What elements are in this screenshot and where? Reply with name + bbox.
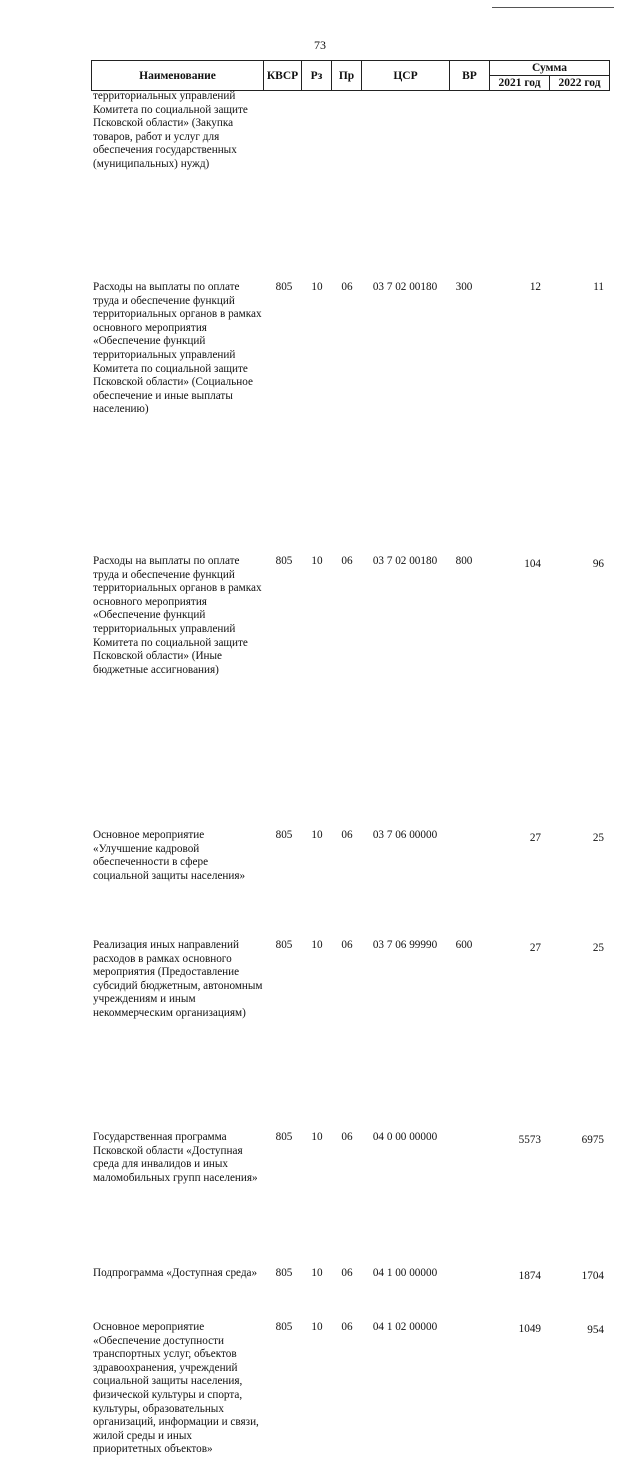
header-2022: 2022 год bbox=[550, 76, 610, 91]
row-sum-2021: 1874 bbox=[518, 1270, 541, 1282]
header-csr: ЦСР bbox=[362, 61, 450, 91]
row-csr: 04 1 00 00000 bbox=[372, 1267, 438, 1279]
table-row bbox=[91, 939, 609, 1034]
row-name: Реализация иных направлений расходов в рамках основного мероприятия (Предоставление субсидий бюджетным, автономным учреждениям и иным некоммерческим организациям) bbox=[93, 939, 263, 1019]
row-csr: 03 7 02 00180 bbox=[372, 555, 438, 567]
row-sum-2022: 1704 bbox=[581, 1270, 604, 1282]
row-sum-2022: 6975 bbox=[581, 1134, 604, 1146]
row-sum-2021: 1049 bbox=[518, 1323, 541, 1335]
row-name: территориальных управлений Комитета по социальной защите Псковской области» (Закупка товаров, работ и услуг для обеспечения государственных (муниципальных) нужд) bbox=[93, 90, 248, 170]
table-row bbox=[91, 829, 609, 883]
row-kvsr: 805 bbox=[275, 1131, 293, 1143]
row-vr: 800 bbox=[455, 555, 473, 567]
header-2021: 2021 год bbox=[490, 76, 550, 91]
row-sum-2021: 5573 bbox=[518, 1134, 541, 1146]
header-kvsr: КВСР bbox=[264, 61, 302, 91]
row-vr: 600 bbox=[455, 939, 473, 951]
row-pr: 06 bbox=[341, 1267, 353, 1279]
row-rz: 10 bbox=[311, 1321, 323, 1333]
table-header bbox=[91, 60, 610, 91]
row-name: Подпрограмма «Доступная среда» bbox=[93, 1267, 258, 1279]
row-sum-2022: 25 bbox=[592, 832, 604, 844]
table-row bbox=[91, 1267, 609, 1294]
table-row bbox=[91, 281, 609, 417]
row-pr: 06 bbox=[341, 939, 353, 951]
row-name: Расходы на выплаты по оплате труда и обеспечение функций территориальных органов в рамках основного мероприятия «Обеспечение функций территориальных управлений Комитета по социальной защите Псковской области» (Иные бюджетные ассигнования) bbox=[93, 555, 262, 676]
row-sum-2022: 25 bbox=[592, 942, 604, 954]
table-row bbox=[91, 1131, 609, 1199]
header-rz: Рз bbox=[302, 61, 332, 91]
row-kvsr: 805 bbox=[275, 1267, 293, 1279]
header-pr: Пр bbox=[332, 61, 362, 91]
row-csr: 03 7 06 00000 bbox=[372, 829, 438, 841]
row-vr: 300 bbox=[455, 281, 473, 293]
header-name: Наименование bbox=[92, 61, 264, 91]
row-name: Расходы на выплаты по оплате труда и обеспечение функций территориальных органов в рамках основного мероприятия «Обеспечение функций территориальных управлений Комитета по социальной защите Псковской области» (Социальное обеспечение и иные выплаты населению) bbox=[93, 281, 262, 416]
row-pr: 06 bbox=[341, 281, 353, 293]
row-name: Основное мероприятие «Улучшение кадровой обеспеченности в сфере социальной защиты населения» bbox=[93, 829, 246, 882]
row-sum-2021: 12 bbox=[529, 281, 541, 293]
row-sum-2022: 11 bbox=[593, 281, 604, 293]
row-sum-2022: 954 bbox=[587, 1324, 604, 1336]
header-sum: Сумма bbox=[490, 61, 610, 76]
row-rz: 10 bbox=[311, 829, 323, 841]
row-pr: 06 bbox=[341, 555, 353, 567]
row-csr: 03 7 02 00180 bbox=[372, 281, 438, 293]
row-kvsr: 805 bbox=[275, 555, 293, 567]
row-csr: 03 7 06 99990 bbox=[372, 939, 438, 951]
table-body bbox=[91, 90, 609, 1456]
row-sum-2021: 27 bbox=[529, 942, 541, 954]
row-pr: 06 bbox=[341, 829, 353, 841]
row-rz: 10 bbox=[311, 939, 323, 951]
row-csr: 04 1 02 00000 bbox=[372, 1321, 438, 1333]
row-kvsr: 805 bbox=[275, 281, 293, 293]
row-name: Государственная программа Псковской области «Доступная среда для инвалидов и иных маломобильных групп населения» bbox=[93, 1131, 258, 1184]
top-edge-line bbox=[492, 7, 614, 8]
page-number: 73 bbox=[314, 38, 326, 52]
table-row bbox=[91, 1321, 609, 1471]
row-sum-2021: 27 bbox=[529, 832, 541, 844]
row-sum-2022: 96 bbox=[592, 558, 604, 570]
row-pr: 06 bbox=[341, 1321, 353, 1333]
row-pr: 06 bbox=[341, 1131, 353, 1143]
row-name: Основное мероприятие «Обеспечение доступности транспортных услуг, объектов здравоохранения, учреждений социальной защиты населения, физической культуры и спорта, культуры, образовательных организаций, информации и связи, жилой среды и иных приоритетных объектов» bbox=[93, 1321, 259, 1456]
table-row bbox=[91, 90, 609, 185]
row-rz: 10 bbox=[311, 1131, 323, 1143]
row-rz: 10 bbox=[311, 281, 323, 293]
row-csr: 04 0 00 00000 bbox=[372, 1131, 438, 1143]
row-rz: 10 bbox=[311, 1267, 323, 1279]
header-vr: ВР bbox=[450, 61, 490, 91]
table-row bbox=[91, 555, 609, 691]
row-kvsr: 805 bbox=[275, 1321, 293, 1333]
row-kvsr: 805 bbox=[275, 939, 293, 951]
row-sum-2021: 104 bbox=[524, 558, 541, 570]
row-kvsr: 805 bbox=[275, 829, 293, 841]
row-rz: 10 bbox=[311, 555, 323, 567]
